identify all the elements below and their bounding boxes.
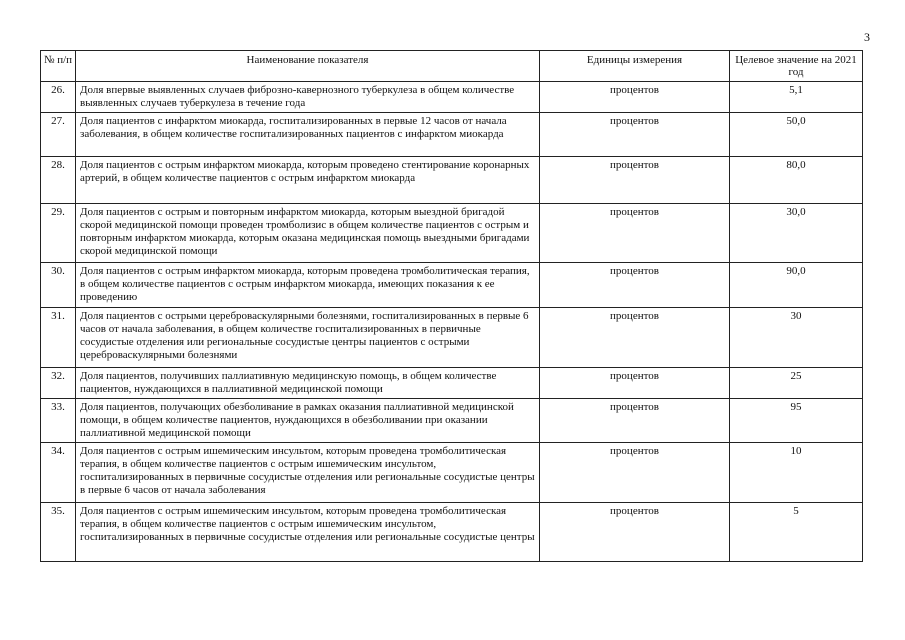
header-unit: Единицы измерения xyxy=(540,51,730,82)
indicator-name: Доля пациентов с острым ишемическим инсультом, которым проведена тромболитическая терапия, в общем количестве пациентов с острым ишемическим инсультом, госпитализированных в первичные сосудистые отделения или региональные сосудистые центры xyxy=(76,503,540,562)
unit-cell: процентов xyxy=(540,82,730,113)
header-name: Наименование показателя xyxy=(76,51,540,82)
table-row xyxy=(41,113,863,157)
unit-cell: процентов xyxy=(540,443,730,503)
target-value: 25 xyxy=(730,368,863,399)
table-row xyxy=(41,399,863,443)
table-row xyxy=(41,82,863,113)
row-number: 26. xyxy=(41,82,76,113)
target-value: 5,1 xyxy=(730,82,863,113)
row-number: 31. xyxy=(41,308,76,368)
indicator-name: Доля пациентов с острым инфарктом миокарда, которым проведена тромболитическая терапия, в общем количестве пациентов с острым инфарктом миокарда, имеющих показания к ее проведению xyxy=(76,263,540,308)
indicator-name: Доля пациентов, получивших паллиативную медицинскую помощь, в общем количестве пациентов, нуждающихся в паллиативной медицинской помощи xyxy=(76,368,540,399)
target-value: 80,0 xyxy=(730,157,863,204)
table-row xyxy=(41,503,863,562)
indicator-name: Доля пациентов с острым ишемическим инсультом, которым проведена тромболитическая терапия, в общем количестве пациентов с острым ишемическим инсультом, госпитализированных в первичные сосудистые отделения или региональные сосудистые центры в первые 6 часов от начала заболевания xyxy=(76,443,540,503)
page-number: 3 xyxy=(864,30,870,44)
table-row xyxy=(41,443,863,503)
target-value: 10 xyxy=(730,443,863,503)
row-number: 33. xyxy=(41,399,76,443)
table-row xyxy=(41,263,863,308)
unit-cell: процентов xyxy=(540,204,730,263)
target-value: 90,0 xyxy=(730,263,863,308)
indicator-name: Доля пациентов с острыми цереброваскулярными болезнями, госпитализированных в первые 6 часов от начала заболевания, в общем количестве госпитализированных в первичные сосудистые отделения или региональные сосудистые центры пациентов с острыми цереброваскулярными болезнями xyxy=(76,308,540,368)
row-number: 34. xyxy=(41,443,76,503)
row-number: 32. xyxy=(41,368,76,399)
target-value: 50,0 xyxy=(730,113,863,157)
target-value: 5 xyxy=(730,503,863,562)
indicator-name: Доля пациентов, получающих обезболивание в рамках оказания паллиативной медицинской помощи, в общем количестве пациентов, нуждающихся в обезболивании при оказании паллиативной медицинской помощи xyxy=(76,399,540,443)
indicator-name: Доля пациентов с острым инфарктом миокарда, которым проведено стентирование коронарных артерий, в общем количестве пациентов с острым инфарктом миокарда xyxy=(76,157,540,204)
table-header-row xyxy=(41,51,863,82)
header-target: Целевое значение на 2021 год xyxy=(730,51,863,82)
indicator-name: Доля впервые выявленных случаев фиброзно-кавернозного туберкулеза в общем количестве выявленных случаев туберкулеза в течение года xyxy=(76,82,540,113)
header-num: № п/п xyxy=(41,51,76,82)
indicators-table xyxy=(40,50,863,562)
row-number: 27. xyxy=(41,113,76,157)
table-row xyxy=(41,204,863,263)
indicator-name: Доля пациентов с инфарктом миокарда, госпитализированных в первые 12 часов от начала заболевания, в общем количестве госпитализированных пациентов с инфарктом миокарда xyxy=(76,113,540,157)
unit-cell: процентов xyxy=(540,308,730,368)
row-number: 30. xyxy=(41,263,76,308)
indicator-name: Доля пациентов с острым и повторным инфарктом миокарда, которым выездной бригадой скорой медицинской помощи проведен тромболизис в общем количестве пациентов с острым и повторным инфарктом миокарда, которым оказана медицинская помощь выездными бригадами скорой медицинской помощи xyxy=(76,204,540,263)
row-number: 35. xyxy=(41,503,76,562)
row-number: 29. xyxy=(41,204,76,263)
row-number: 28. xyxy=(41,157,76,204)
table-row xyxy=(41,368,863,399)
target-value: 30,0 xyxy=(730,204,863,263)
target-value: 95 xyxy=(730,399,863,443)
unit-cell: процентов xyxy=(540,157,730,204)
table-row xyxy=(41,308,863,368)
unit-cell: процентов xyxy=(540,113,730,157)
unit-cell: процентов xyxy=(540,263,730,308)
unit-cell: процентов xyxy=(540,399,730,443)
unit-cell: процентов xyxy=(540,503,730,562)
table-row xyxy=(41,157,863,204)
target-value: 30 xyxy=(730,308,863,368)
unit-cell: процентов xyxy=(540,368,730,399)
